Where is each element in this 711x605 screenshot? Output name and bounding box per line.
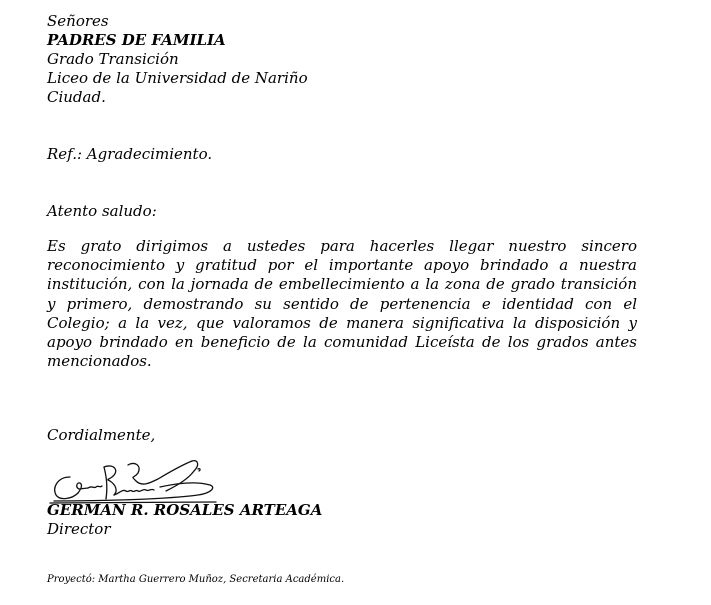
body-row: mencionados. — [47, 352, 152, 371]
salutation: Señores — [47, 12, 109, 30]
body-row: Es grato dirigimos a ustedes para hacerles llegar nuestro sincero — [47, 237, 637, 255]
body-row: reconocimiento y gratitud por el importante apoyo brindado a nuestra — [47, 256, 637, 275]
letter-body — [47, 237, 637, 371]
signer-name: GERMAN R. ROSALES ARTEAGA — [47, 501, 323, 519]
body-row: Colegio; a la vez, que valoramos de manera significativa la disposición y — [47, 313, 637, 332]
footer-note: Proyectó: Martha Guerrero Muñoz, Secretaria Académica. — [47, 574, 345, 585]
body-row: apoyo brindado en beneficio de la comunidad Liceísta de los grados antes — [47, 332, 637, 351]
body-row: institución, con la jornada de embellecimiento a la zona de grado transición — [47, 275, 637, 294]
recipient-city: Ciudad. — [47, 88, 106, 106]
recipient-group: Grado Transición — [47, 50, 179, 68]
reference-line: Ref.: Agradecimiento. — [47, 145, 213, 163]
body-row: y primero, demostrando su sentido de pertenencia e identidad con el — [47, 294, 637, 313]
recipient-institution: Liceo de la Universidad de Nariño — [47, 69, 308, 87]
signer-title: Director — [47, 520, 111, 538]
recipient: PADRES DE FAMILIA — [47, 31, 226, 49]
closing: Cordialmente, — [47, 426, 156, 444]
opening-greeting: Atento saludo: — [47, 202, 157, 220]
